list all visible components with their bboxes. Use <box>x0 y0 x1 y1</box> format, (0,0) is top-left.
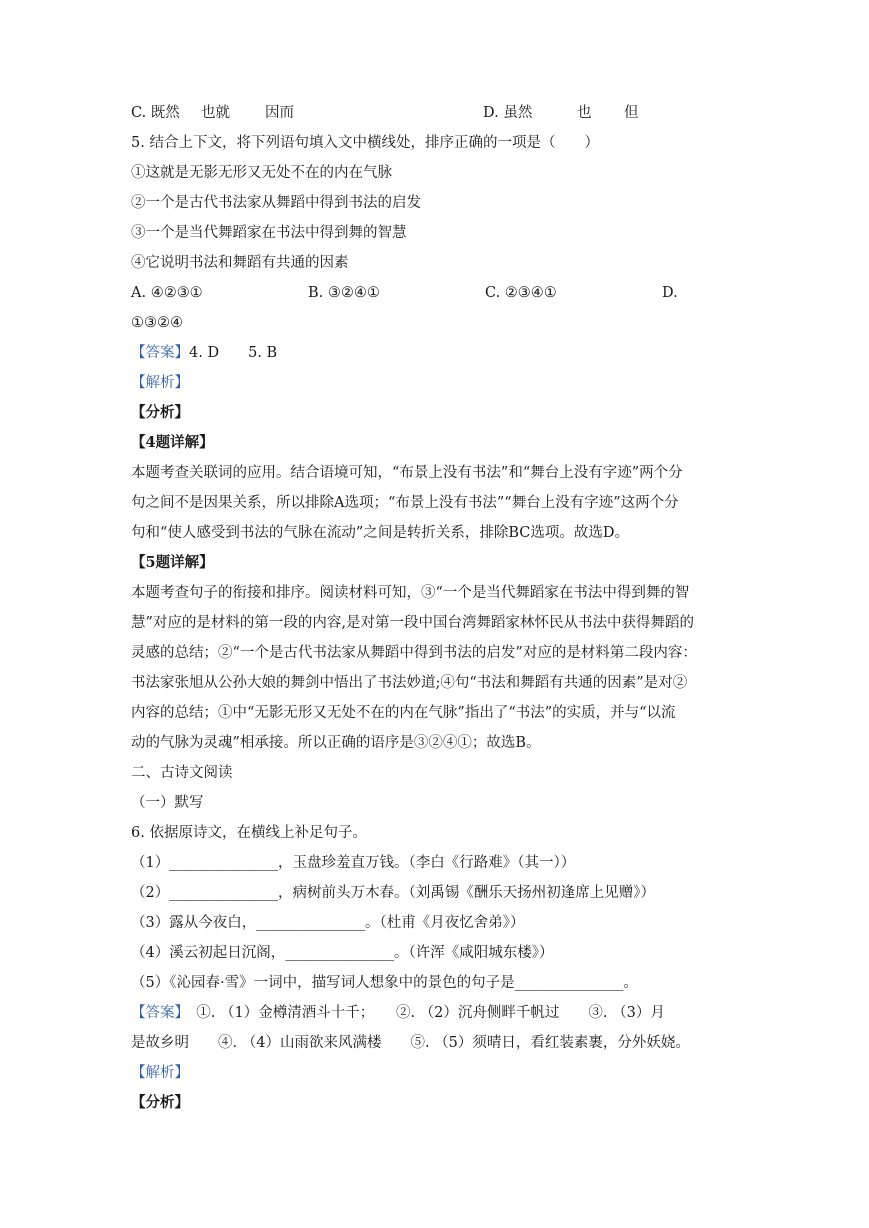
document-page <box>131 98 741 1118</box>
q5-detail-line: 灵感的总结；②“一个是古代书法家从舞蹈中得到书法的启发”对应的是材料第二段内容： <box>131 645 697 661</box>
option-c-word-2: 也就 <box>201 105 230 121</box>
q4-detail-line: 本题考查关联词的应用。结合语境可知，“布景上没有书法”和“舞台上没有字迹”两个分 <box>131 465 683 481</box>
q5-option-a: A. ④②③① <box>131 285 203 301</box>
q5-option-b: B. ③②④① <box>308 285 380 301</box>
section-title: 二、古诗文阅读 <box>131 765 233 781</box>
analysis-tag: 【解析】 <box>131 1065 189 1081</box>
q4-detail-line: 句之间不是因果关系，所以排除A选项；“布景上没有书法”“舞台上没有字迹”这两个分 <box>131 495 679 511</box>
q5-option-d-continued: ①③②④ <box>131 315 183 331</box>
q5-sentence-2: ②一个是古代书法家从舞蹈中得到书法的启发 <box>131 195 421 211</box>
answer-block-1 <box>131 338 741 368</box>
answer-tag: 【答案】 <box>131 1005 182 1021</box>
q6-item-3: （3）露从今夜白，_______________。（杜甫《月夜忆舍弟》） <box>131 915 525 931</box>
q6-item-2: （2）_______________，病树前头万木春。（刘禹锡《酬乐天扬州初逢席上见赠》） <box>131 885 655 901</box>
q5-sentence-4: ④它说明书法和舞蹈有共通的因素 <box>131 255 349 271</box>
q6-item-5: （5）《沁园春·雪》一词中，描写词人想象中的景色的句子是_______________。 <box>131 975 638 991</box>
option-d-word-2: 也 <box>577 105 592 121</box>
answer-text: ①. （1）金樽清酒斗十千； ②. （2）沉舟侧畔千帆过 ③. （3）月 <box>181 1005 665 1021</box>
q4-options-cd <box>131 98 741 128</box>
q5-detail-line: 慧”对应的是材料的第一段的内容,是对第一段中国台湾舞蹈家林怀民从书法中获得舞蹈的 <box>131 615 695 631</box>
option-c-label: C. 既然 <box>131 105 180 121</box>
q6-item-1: （1）_______________，玉盘珍羞直万钱。（李白《行路难》（其一）） <box>131 855 576 871</box>
q5-sentence-1: ①这就是无影无形又无处不在的内在气脉 <box>131 165 392 181</box>
q4-detail-tag: 【4题详解】 <box>131 434 214 451</box>
analysis-tag: 【解析】 <box>131 375 189 391</box>
answer-text: 4. D 5. B <box>189 345 278 361</box>
q5-detail-line: 本题考查句子的衔接和排序。阅读材料可知，③“一个是当代舞蹈家在书法中得到舞的智 <box>131 585 690 601</box>
fenxi-tag-2: 【分析】 <box>131 1094 189 1111</box>
q6-stem: 6. 依据原诗文，在横线上补足句子。 <box>131 825 367 841</box>
q6-item-4: （4）溪云初起日沉阁，_______________。（许浑《咸阳城东楼》） <box>131 945 554 961</box>
q5-sentence-3: ③一个是当代舞蹈家在书法中得到舞的智慧 <box>131 225 407 241</box>
q5-stem: 5. 结合上下文，将下列语句填入文中横线处，排序正确的一项是（ ） <box>131 135 599 151</box>
section-subtitle: （一）默写 <box>131 795 204 811</box>
option-d-label: D. 虽然 <box>483 105 533 121</box>
q5-detail-line: 书法家张旭从公孙大娘的舞剑中悟出了书法妙道;④句“书法和舞蹈有共通的因素”是对② <box>131 675 688 691</box>
q5-option-d: D. <box>662 285 678 301</box>
q5-option-c: C. ②③④① <box>485 285 557 301</box>
fenxi-tag-1: 【分析】 <box>131 404 189 421</box>
answer-tag: 【答案】 <box>131 345 189 361</box>
q5-detail-line: 动的气脉为灵魂”相承接。所以正确的语序是③②④①；故选B。 <box>131 735 541 751</box>
option-d-word-3: 但 <box>624 105 639 121</box>
q5-options <box>131 278 741 308</box>
option-c-word-3: 因而 <box>265 105 294 121</box>
answer-text-continued: 是故乡明 ④. （4）山雨欲来风满楼 ⑤. （5）须晴日，看红装素裹，分外妖娆。 <box>131 1035 690 1051</box>
q4-detail-line: 句和“使人感受到书法的气脉在流动”之间是转折关系，排除BC选项。故选D。 <box>131 525 629 541</box>
answer-block-2 <box>131 998 741 1028</box>
q5-detail-line: 内容的总结；①中“无影无形又无处不在的内在气脉”指出了“书法”的实质，并与“以流 <box>131 705 676 721</box>
q5-detail-tag: 【5题详解】 <box>131 554 214 571</box>
